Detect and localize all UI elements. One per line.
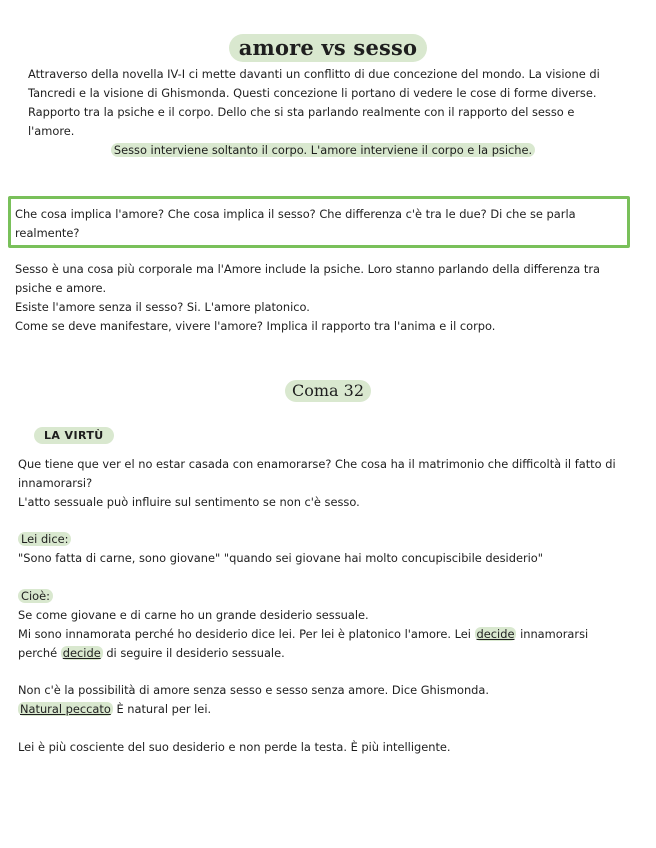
decide-highlight-2: decide bbox=[62, 646, 101, 660]
lei-dice-block bbox=[18, 530, 630, 568]
decide-highlight-1: decide bbox=[476, 627, 515, 641]
natural-peccato-label: Natural peccato bbox=[20, 702, 111, 716]
answer-1: Sesso è una cosa più corporale ma l'Amore include la psiche. Loro stanno parlando della differenza tra psiche e amore. bbox=[15, 262, 600, 295]
cioe-line-2-part-c: di seguire il desiderio sessuale. bbox=[102, 646, 285, 660]
section-question-2: L'atto sessuale può influire sul sentimento se non c'è sesso. bbox=[18, 495, 360, 509]
intro-paragraph-1: Attraverso della novella IV-I ci mette davanti un conflitto di due concezione del mondo. La visione di Tancredi e la visione di Ghismonda. Questi concezione li portano di vedere le cose di forme diverse. bbox=[28, 67, 600, 100]
cioe-line-2 bbox=[18, 625, 630, 663]
conclusion-line-2-rest: È natural per lei. bbox=[112, 702, 212, 716]
conclusion-line-2 bbox=[18, 700, 630, 719]
section-title-wrap bbox=[0, 380, 656, 402]
intro-block bbox=[28, 65, 618, 160]
answer-3: Come se deve manifestare, vivere l'amore? Implica il rapporto tra l'anima e il corpo. bbox=[15, 319, 496, 333]
cioe-label: Cioè: bbox=[18, 589, 53, 603]
cioe-block bbox=[18, 587, 630, 663]
intro-highlight-line bbox=[28, 141, 618, 160]
question-text: Che cosa implica l'amore? Che cosa implica il sesso? Che differenza c'è tra le due? Di che se parla realmente? bbox=[15, 207, 576, 240]
intro-paragraph-2: Rapporto tra la psiche e il corpo. Dello che si sta parlando realmente con il rapporto del sesso e l'amore. bbox=[28, 105, 575, 138]
virtu-label: LA VIRTÙ bbox=[34, 427, 114, 444]
conclusion-block bbox=[18, 681, 630, 719]
intro-highlight: Sesso interviene soltanto il corpo. L'amore interviene il corpo e la psiche. bbox=[111, 143, 535, 157]
cioe-line-2-part-b: innamorarsi perché bbox=[18, 627, 589, 660]
section-questions bbox=[18, 455, 630, 512]
cioe-line-1: Se come giovane e di carne ho un grande desiderio sessuale. bbox=[18, 608, 369, 622]
question-box bbox=[8, 196, 630, 248]
section-question-1: Que tiene que ver el no estar casada con enamorarse? Che cosa ha il matrimonio che difficoltà il fatto di innamorarsi? bbox=[18, 457, 616, 490]
final-line: Lei è più cosciente del suo desiderio e non perde la testa. È più intelligente. bbox=[18, 740, 451, 754]
conclusion-line-1: Non c'è la possibilità di amore senza sesso e sesso senza amore. Dice Ghismonda. bbox=[18, 683, 489, 697]
lei-dice-label: Lei dice: bbox=[18, 532, 71, 546]
page-title-wrap bbox=[0, 34, 656, 62]
cioe-line-2-part-a: Mi sono innamorata perché ho desiderio dice lei. Per lei è platonico l'amore. Lei bbox=[18, 627, 475, 641]
page-title: amore vs sesso bbox=[229, 34, 428, 62]
quote-text: "Sono fatta di carne, sono giovane" "quando sei giovane hai molto concupiscibile desiderio" bbox=[18, 551, 544, 565]
final-block bbox=[18, 738, 630, 757]
answer-2: Esiste l'amore senza il sesso? Si. L'amore platonico. bbox=[15, 300, 310, 314]
section-title: Coma 32 bbox=[285, 380, 371, 402]
answers-block bbox=[15, 260, 631, 336]
